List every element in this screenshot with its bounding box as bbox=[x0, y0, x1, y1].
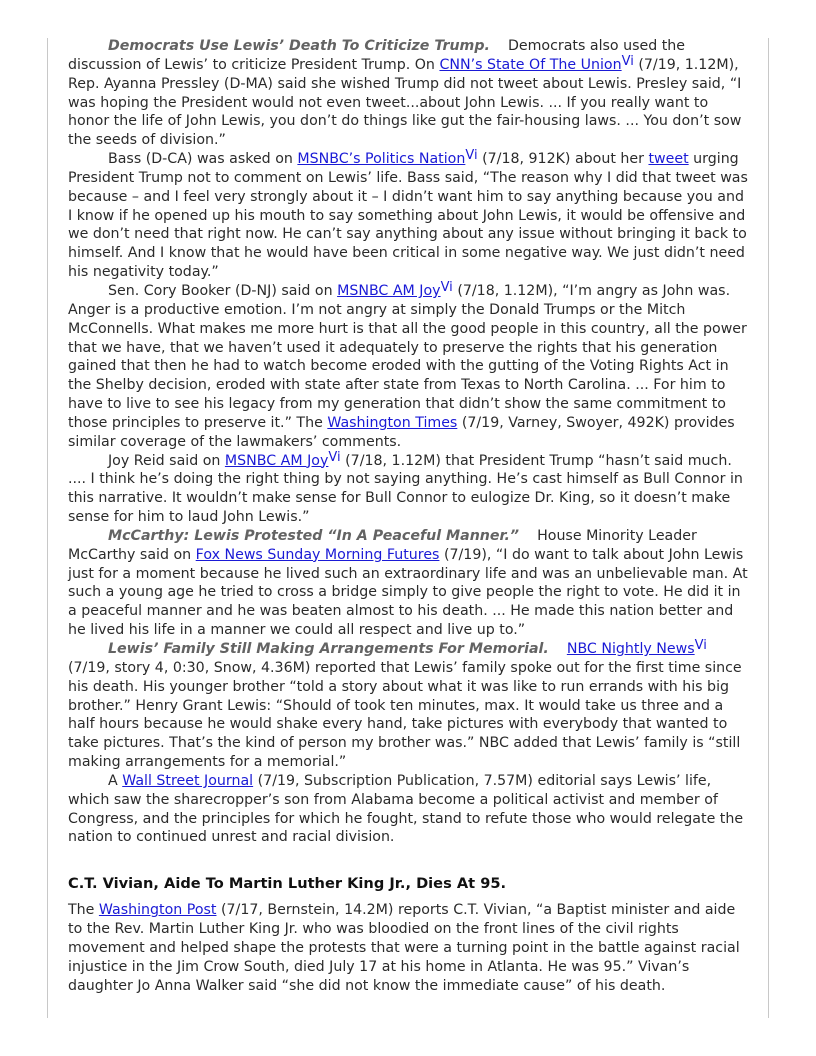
text: Bass (D-CA) was asked on bbox=[108, 151, 298, 168]
text: A bbox=[108, 772, 123, 789]
link-msnbc-politics-nation[interactable]: MSNBC’s Politics Nation bbox=[297, 151, 466, 168]
text: (7/18, 1.12M), “I’m angry as John was. Anger is a productive emotion. I’m not angry at simply the Donald Trumps or the Mitch McConnells. What makes me more hurt is that all the good people in this country, all the power that we have, that we haven’t used it adequately to preserve the rights that his generation gained that then he had to watch become eroded with the gutting of the Voting Rights Act in the Shelby decision, eroded with state after state from Texas to North Carolina. ... For him to have to live to see his legacy from my generation that didn’t show the same commitment to those principles to preserve it.” The bbox=[68, 282, 747, 431]
headline-mccarthy: McCarthy: Lewis Protested “In A Peaceful Manner.” bbox=[108, 527, 520, 544]
text: (7/17, Bernstein, 14.2M) reports C.T. Vivian, “a Baptist minister and aide to the Rev. Martin Luther King Jr. who was bloodied on the front lines of the civil rights movement and helped shape the protests that were a turning point in the battle against racial injustice in the Jim Crow South, died July 17 at his home in Atlanta. He was 95.” Vivan’s daughter Jo Anna Walker said “she did not know the immediate cause” of his death. bbox=[68, 902, 740, 994]
link-msnbc-am-joy[interactable]: MSNBC AM Joy bbox=[337, 282, 441, 299]
text: (7/19, story 4, 0:30, Snow, 4.36M) reported that Lewis’ family spoke out for the first time since his death. His younger brother “told a story about what it was like to run errands with his big brother.” Henry Grant Lewis: “Should of took ten minutes, max. It would take us three and a half hours because he would shake every hand, take pictures with everybody that wanted to take pictures. That’s the kind of person my brother was.” NBC added that Lewis’ family is “still making arrangements for a memorial.” bbox=[68, 659, 742, 771]
section-heading-vivian: C.T. Vivian, Aide To Martin Luther King Jr., Dies At 95. bbox=[68, 875, 507, 893]
paragraph-wsj-editorial bbox=[68, 772, 750, 847]
video-icon[interactable]: Vi bbox=[694, 638, 707, 653]
paragraph-vivian bbox=[68, 901, 750, 995]
text: urging President Trump not to comment on Lewis’ life. Bass said, “The reason why I did that tweet was because – and I feel very strongly about it – I didn’t want him to say anything because you and I know if he opened up his mouth to say something about John Lewis, it would be offensive and we don’t need that right now. He can’t say anything about any issue without bringing it back to himself. And I know that he would have been critical in some negative way. We just didn’t need his negativity today.” bbox=[68, 151, 748, 281]
headline-democrats-criticize: Democrats Use Lewis’ Death To Criticize Trump. bbox=[108, 38, 490, 54]
headline-lewis-family: Lewis’ Family Still Making Arrangements For Memorial. bbox=[108, 641, 549, 657]
paragraph-joy-reid bbox=[68, 449, 750, 527]
video-icon[interactable]: Vi bbox=[621, 53, 634, 69]
right-margin-rule bbox=[768, 38, 769, 1018]
paragraph-mccarthy bbox=[68, 527, 750, 640]
link-tweet[interactable]: tweet bbox=[648, 151, 689, 168]
text: (7/18, 1.12M) that President Trump “hasn’t said much. .... I think he’s doing the right thing by not saying anything. He’s cast himself as Bull Connor in this narrative. It wouldn’t make sense for Bull Connor to eulogize Dr. King, so it doesn’t make sense for him to laud John Lewis.” bbox=[68, 452, 743, 526]
left-margin-rule bbox=[47, 38, 48, 1018]
link-wall-street-journal[interactable]: Wall Street Journal bbox=[122, 772, 254, 789]
text: (7/19, 1.12M), Rep. Ayanna Pressley (D-MA) said she wished Trump did not tweet about Lewis. Presley said, “I was hoping the President would not even tweet...about John Lewis. ... If you really want to honor the life of John Lewis, you don’t do things like gut the fair-housing laws. ... You don’t sow the seeds of division.” bbox=[68, 56, 742, 149]
link-washington-post[interactable]: Washington Post bbox=[98, 902, 217, 919]
paragraph-bass bbox=[68, 150, 750, 282]
text: (7/19, Subscription Publication, 7.57M) editorial says Lewis’ life, which saw the sharecropper’s son from Alabama become a political activist and member of Congress, and the principles for which he fought, stand to refute those who would relegate the nation to continued unrest and racial division. bbox=[68, 772, 744, 846]
link-nbc-nightly-news[interactable]: NBC Nightly News bbox=[566, 641, 695, 657]
text: Sen. Cory Booker (D-NJ) said on bbox=[108, 282, 338, 299]
text: (7/19, Varney, Swoyer, 492K) provides similar coverage of the lawmakers’ comments. bbox=[68, 414, 735, 450]
link-cnn-state-of-the-union[interactable]: CNN’s State Of The Union bbox=[439, 56, 622, 73]
paragraph-democrats-criticize bbox=[68, 37, 750, 150]
text: Joy Reid said on bbox=[108, 452, 225, 469]
video-icon[interactable]: Vi bbox=[328, 449, 341, 465]
link-washington-times[interactable]: Washington Times bbox=[327, 414, 458, 431]
text: Democrats also used the discussion of Lewis’ to criticize President Trump. On bbox=[68, 38, 686, 73]
text: (7/18, 912K) about her bbox=[477, 151, 649, 168]
text: (7/19), “I do want to talk about John Lewis just for a moment because he lived such an extraordinary life and was an unbelievable man. At such a young age he tried to cross a bridge simply to give people the right to vote. He did it in a peaceful manner and he was beaten almost to his death. ... He made this nation better and he lived his life in a manner we could all respect and live up to.” bbox=[68, 546, 748, 639]
paragraph-booker bbox=[68, 279, 750, 452]
link-fox-news-sunday-morning-futures[interactable]: Fox News Sunday Morning Futures bbox=[195, 546, 440, 563]
paragraph-lewis-family bbox=[68, 640, 750, 772]
video-icon[interactable]: Vi bbox=[465, 148, 478, 164]
video-icon[interactable]: Vi bbox=[440, 279, 453, 295]
text: The bbox=[68, 902, 99, 919]
text: House Minority Leader McCarthy said on bbox=[68, 527, 697, 563]
link-msnbc-am-joy[interactable]: MSNBC AM Joy bbox=[224, 452, 329, 469]
document-body bbox=[68, 37, 750, 996]
